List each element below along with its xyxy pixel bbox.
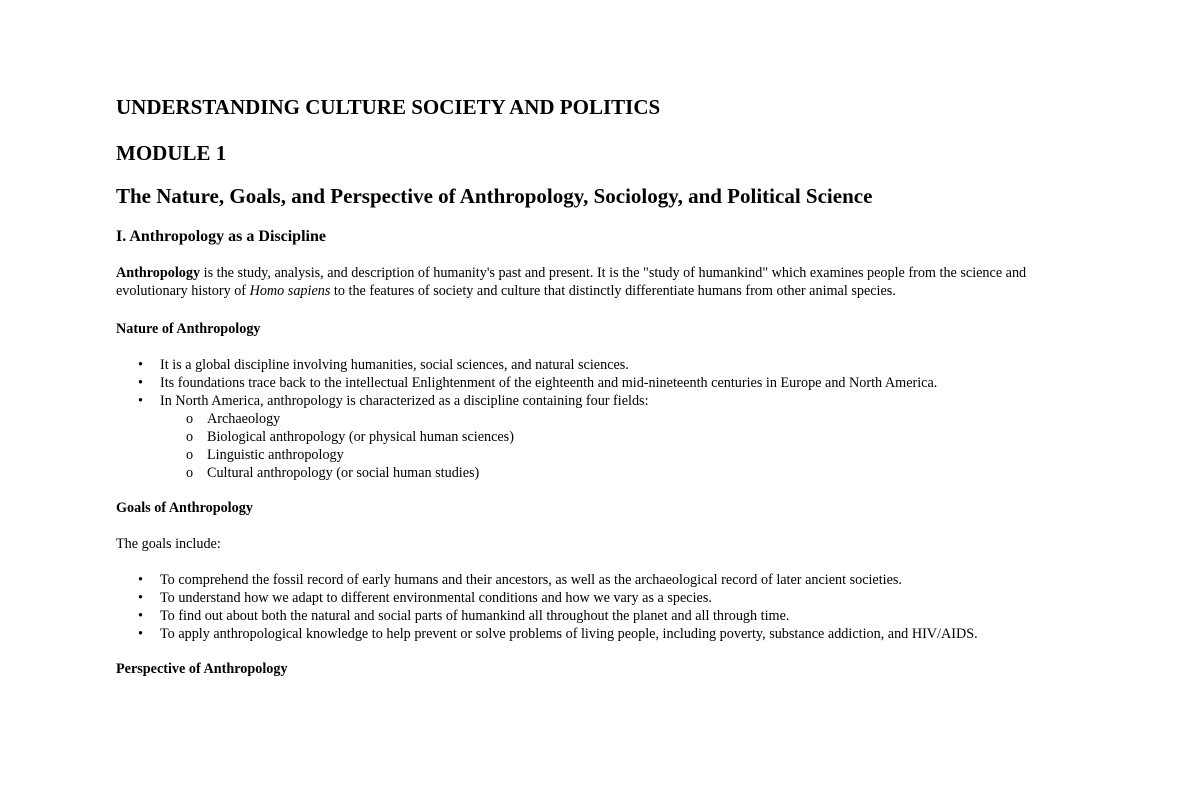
nature-list xyxy=(116,356,937,482)
list-item-text: To apply anthropological knowledge to help prevent or solve problems of living people, including poverty, substance addiction, and HIV/AIDS. xyxy=(160,626,978,642)
list-item xyxy=(116,392,937,482)
intro-text-2: to the features of society and culture that distinctly differentiate humans from other animal species. xyxy=(330,283,896,299)
list-item-text: To comprehend the fossil record of early humans and their ancestors, as well as the archaeological record of later ancient societies. xyxy=(160,572,902,588)
intro-paragraph xyxy=(116,264,1096,300)
section-heading: I. Anthropology as a Discipline xyxy=(116,228,326,245)
nature-heading: Nature of Anthropology xyxy=(116,321,261,337)
intro-italic: Homo sapiens xyxy=(249,283,331,299)
bullet-icon: • xyxy=(138,572,143,588)
sub-list-item-text: Linguistic anthropology xyxy=(207,447,344,463)
list-item xyxy=(116,607,978,625)
list-item-text: It is a global discipline involving humanities, social sciences, and natural sciences. xyxy=(160,357,629,373)
bullet-icon: • xyxy=(138,590,143,606)
sub-list-item-text: Biological anthropology (or physical human sciences) xyxy=(207,429,514,445)
bullet-icon: • xyxy=(138,375,143,391)
circle-bullet-icon: o xyxy=(186,429,194,445)
module-heading: MODULE 1 xyxy=(116,141,227,165)
intro-text-1: is the study, analysis, and description of humanity's past and present. It is the "study of humankind" which examines people from the science and evolutionary history of xyxy=(116,265,1027,299)
goals-list xyxy=(116,571,978,643)
sub-list-item-text: Archaeology xyxy=(207,411,281,427)
list-item xyxy=(116,589,978,607)
bullet-icon: • xyxy=(138,608,143,624)
goals-intro: The goals include: xyxy=(116,536,221,552)
list-item-text: To find out about both the natural and social parts of humankind all throughout the planet and all through time. xyxy=(160,608,790,624)
fields-list xyxy=(160,410,937,482)
goals-heading: Goals of Anthropology xyxy=(116,500,253,516)
bullet-icon: • xyxy=(138,626,143,642)
document-page xyxy=(116,94,1106,677)
list-item xyxy=(116,374,937,392)
sub-list-item xyxy=(116,464,937,482)
perspective-heading: Perspective of Anthropology xyxy=(116,661,288,677)
document-title: UNDERSTANDING CULTURE SOCIETY AND POLITICS xyxy=(116,95,661,119)
sub-list-item xyxy=(116,428,937,446)
list-item xyxy=(116,571,978,589)
list-item-text: Its foundations trace back to the intellectual Enlightenment of the eighteenth and mid-nineteenth centuries in Europe and North America. xyxy=(160,375,938,391)
intro-term: Anthropology xyxy=(116,265,201,281)
list-item-text: In North America, anthropology is characterized as a discipline containing four fields: xyxy=(160,393,649,409)
bullet-icon: • xyxy=(138,393,143,409)
circle-bullet-icon: o xyxy=(186,465,194,481)
module-subtitle: The Nature, Goals, and Perspective of Anthropology, Sociology, and Political Science xyxy=(116,184,873,208)
bullet-icon: • xyxy=(138,357,143,373)
sub-list-item xyxy=(116,410,937,428)
list-item-text: To understand how we adapt to different environmental conditions and how we vary as a species. xyxy=(160,590,712,606)
sub-list-item-text: Cultural anthropology (or social human studies) xyxy=(207,465,480,481)
circle-bullet-icon: o xyxy=(186,447,194,463)
sub-list-item xyxy=(116,446,937,464)
circle-bullet-icon: o xyxy=(186,411,194,427)
list-item xyxy=(116,356,937,374)
list-item xyxy=(116,625,978,643)
